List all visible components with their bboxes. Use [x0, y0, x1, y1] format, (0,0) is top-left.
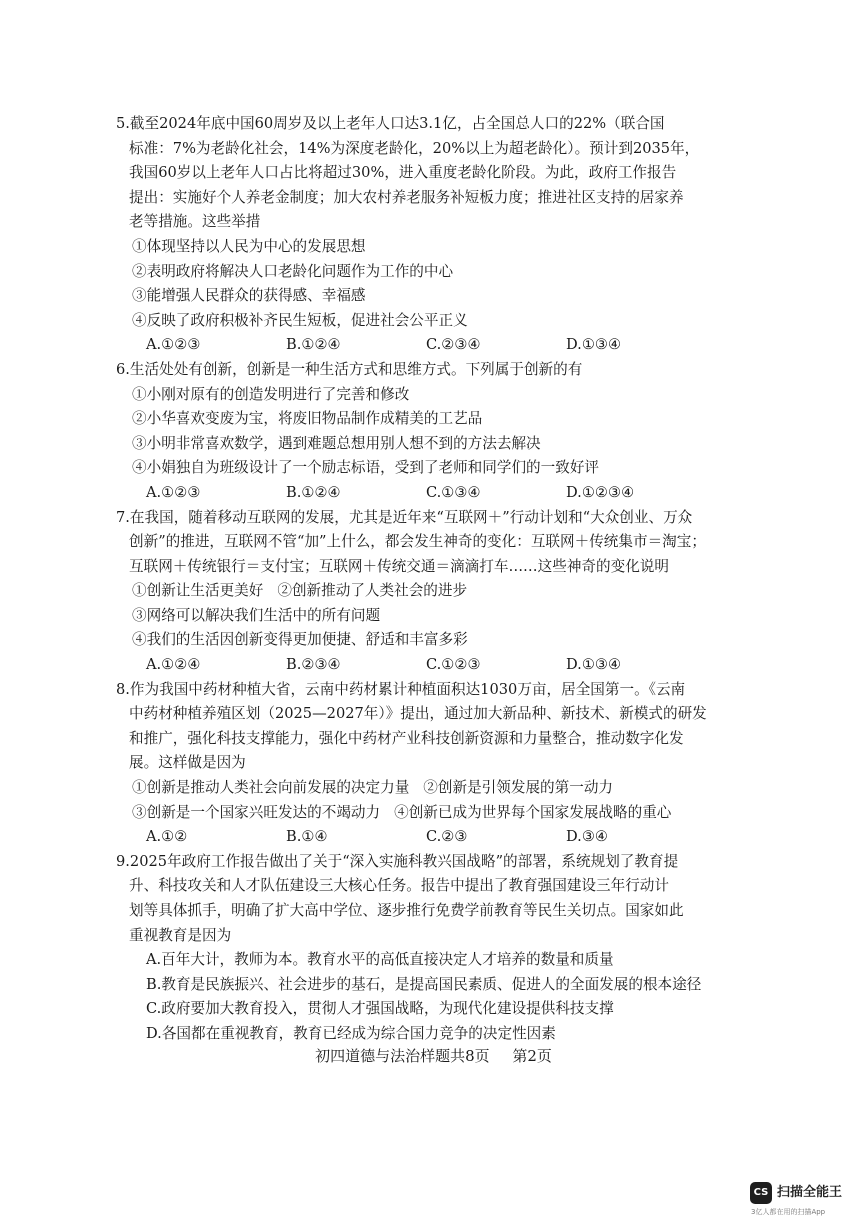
page-footer [0, 1045, 867, 1066]
question-stem-line: 5.截至2024年底中国60周岁及以上老年人口达3.1亿，占全国总人口的22%（联合国 [116, 115, 665, 132]
watermark-app-name: 扫描全能王 [777, 1185, 843, 1200]
answer-options [116, 481, 756, 506]
statement-item: ③小明非常喜欢数学，遇到难题总想用别人想不到的方法去解决 [132, 434, 541, 452]
question-stem-line: 重视教育是因为 [129, 926, 232, 944]
question-stem-line: 标准：7%为老龄化社会，14%为深度老龄化，20%以上为超老龄化）。预计到2035年， [129, 139, 700, 157]
question-stem-line: 创新”的推进，互联网不管“加”上什么，都会发生神奇的变化：互联网＋传统集市＝淘宝； [129, 533, 706, 551]
statement-item: ④创新已成为世界每个国家发展战略的重心 [394, 803, 672, 821]
footer-title: 初四道德与法治样题共8页 [315, 1047, 490, 1065]
camscanner-logo-icon: CS [750, 1182, 772, 1204]
question-stem-line: 9.2025年政府工作报告做出了关于“深入实施科教兴国战略”的部署，系统规划了教育提 [116, 852, 679, 870]
statement-row [116, 604, 756, 629]
answer-options [116, 653, 756, 678]
question-stem-line: 8.作为我国中药材种植大省，云南中药材累计种植面积达1030万亩，居全国第一。《云南 [116, 680, 686, 698]
statement-item: ④小娟独自为班级设计了一个励志标语，受到了老师和同学们的一致好评 [132, 459, 600, 477]
scanner-watermark [750, 1180, 860, 1222]
question-stem-line: 互联网＋传统银行＝支付宝；互联网＋传统交通＝滴滴打车……这些神奇的变化说明 [129, 557, 669, 575]
statement-item: ③能增强人民群众的获得感、幸福感 [132, 287, 366, 305]
question-block [116, 112, 756, 358]
question-block [116, 358, 756, 506]
question-stem-line: 展。这样做是因为 [129, 754, 246, 772]
answer-choice: D.各国都在重视教育，教育已经成为综合国力竞争的决定性因素 [146, 1024, 556, 1042]
question-stem-line: 6.生活处处有创新，创新是一种生活方式和思维方式。下列属于创新的有 [116, 360, 583, 378]
answer-options [116, 333, 756, 358]
statement-item: ④我们的生活因创新变得更加便捷、舒适和丰富多彩 [132, 631, 468, 649]
question-block [116, 506, 756, 678]
question-stem-line: 我国60岁以上老年人口占比将超过30%，进入重度老龄化阶段。为此，政府工作报告 [129, 164, 677, 182]
answer-option: B.①②④ [286, 483, 341, 501]
answer-options [116, 825, 756, 850]
statement-item: ②创新是引领发展的第一动力 [423, 779, 614, 797]
answer-option: C.①②③ [426, 656, 481, 674]
answer-option: A.①②④ [146, 656, 201, 674]
question-stem-line: 划等具体抓手，明确了扩大高中学位、逐步推行免费学前教育等民生关切点。国家如此 [129, 902, 684, 919]
answer-option: C.②③④ [426, 336, 481, 354]
question-stem-line: 老等措施。这些举措 [129, 213, 261, 231]
statement-item: ④反映了政府积极补齐民生短板，促进社会公平正义 [132, 311, 468, 329]
answer-option: D.①③④ [566, 336, 622, 354]
statement-item: ②小华喜欢变废为宝，将废旧物品制作成精美的工艺品 [132, 410, 483, 428]
statement-row [116, 801, 756, 826]
statement-item: ①小刚对原有的创造发明进行了完善和修改 [132, 385, 410, 403]
answer-choice: A.百年大计，教师为本。教育水平的高低直接决定人才培养的数量和质量 [146, 951, 614, 969]
statement-item: ③网络可以解决我们生活中的所有问题 [132, 606, 381, 624]
question-stem-line: 和推广，强化科技支撑能力，强化中药材产业科技创新资源和力量整合，推动数字化发 [129, 729, 684, 747]
question-list [116, 112, 756, 1047]
question-stem-line: 升、科技攻关和人才队伍建设三大核心任务。报告中提出了教育强国建设三年行动计 [129, 877, 669, 895]
answer-option: C.②③ [426, 828, 468, 846]
statement-item: ②表明政府将解决人口老龄化问题作为工作的中心 [132, 262, 454, 280]
question-block [116, 850, 756, 1047]
statement-item: ①创新是推动人类社会向前发展的决定力量 [132, 779, 410, 797]
statement-item: ①体现坚持以人民为中心的发展思想 [132, 237, 366, 255]
statement-item: ②创新推动了人类社会的进步 [277, 582, 468, 600]
answer-option: A.①②③ [146, 483, 201, 501]
question-stem-line: 中药材种植养殖区划（2025—2027年）》提出，通过加大新品种、新技术、新模式的研发 [129, 705, 707, 723]
statement-row [116, 579, 756, 604]
statement-item: ①创新让生活更美好 [132, 582, 264, 600]
answer-option: B.①②④ [286, 336, 341, 354]
answer-option: D.①②③④ [566, 483, 635, 501]
answer-option: A.①② [146, 828, 188, 846]
answer-choice: C.政府要加大教育投入，贯彻人才强国战略，为现代化建设提供科技支撑 [146, 1000, 614, 1018]
footer-page-number: 第2页 [512, 1047, 552, 1065]
answer-option: D.③④ [566, 828, 608, 846]
question-block [116, 678, 756, 850]
question-stem-line: 7.在我国，随着移动互联网的发展，尤其是近年来“互联网＋”行动计划和“大众创业、万众 [116, 508, 693, 526]
statement-row [116, 628, 756, 653]
watermark-tagline: 3亿人都在用的扫描App [751, 1208, 826, 1216]
statement-item: ③创新是一个国家兴旺发达的不竭动力 [132, 803, 381, 821]
answer-choice: B.教育是民族振兴、社会进步的基石，是提高国民素质、促进人的全面发展的根本途径 [146, 975, 702, 993]
answer-option: B.①④ [286, 828, 328, 846]
answer-option: B.②③④ [286, 656, 341, 674]
question-stem-line: 提出：实施好个人养老金制度；加大农村养老服务补短板力度；推进社区支持的居家养 [129, 188, 684, 206]
statement-row [116, 776, 756, 801]
answer-option: A.①②③ [146, 336, 201, 354]
answer-option: C.①③④ [426, 483, 481, 501]
answer-option: D.①③④ [566, 656, 622, 674]
